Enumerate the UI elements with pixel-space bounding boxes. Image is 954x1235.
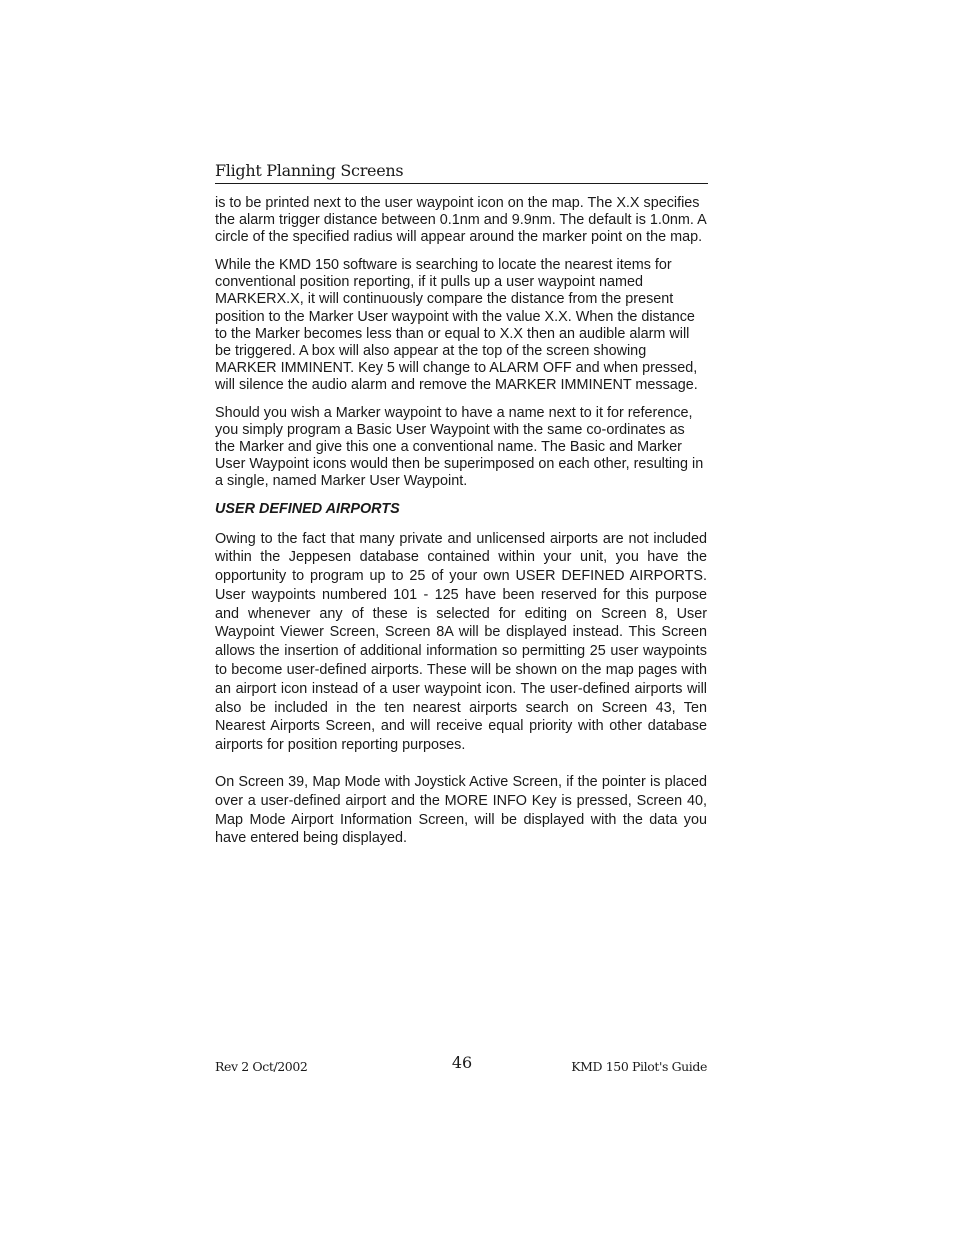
header-divider bbox=[215, 183, 708, 184]
body-paragraph-map-mode-info: On Screen 39, Map Mode with Joystick Active Screen, if the pointer is placed over a user-defined airport and the MORE INFO Key is pressed, Screen 40, Map Mode Airport Information Screen, will be displayed with the data you have entered being displayed. bbox=[215, 774, 707, 847]
body-paragraph-user-airports: Owing to the fact that many private and unlicensed airports are not included within the Jeppesen database contained within your unit, you have the opportunity to program up to 25 of your own USER DEFINED AIRPORTS. User waypoints numbered 101 - 125 have been reserved for this purpose and whenever any of these is selected for editing on Screen 8, User Waypoint Viewer Screen, Screen 8A will be displayed instead. This Screen allows the insertion of additional information so permitting 25 user waypoints to become user-defined airports. These will be shown on the map pages with an airport icon instead of a user waypoint icon. The user-defined airports will also be included in the ten nearest airports search on Screen 43, Ten Nearest Airports Screen, and will receive equal priority with other database airports for position reporting purposes. bbox=[215, 530, 707, 754]
body-paragraph-marker-distance: is to be printed next to the user waypoint icon on the map. The X.X specifies the alarm trigger distance between 0.1nm and 9.9nm. The default is 1.0nm. A circle of the specified radius will appear around the marker point on the map. bbox=[215, 195, 706, 246]
page-header-title: Flight Planning Screens bbox=[215, 161, 404, 180]
body-paragraph-marker-alarm: While the KMD 150 software is searching to locate the nearest items for conventional position reporting, if it pulls up a user waypoint named MARKERX.X, it will continuously compare the distance from the present position to the Marker User waypoint with the value X.X. When the distance to the Marker becomes less than or equal to X.X then an audible alarm will be triggered. A box will also appear at the top of the screen showing MARKER IMMINENT. Key 5 will change to ALARM OFF and when pressed, will silence the audio alarm and remove the MARKER IMMINENT message. bbox=[215, 257, 698, 393]
body-paragraph-marker-name: Should you wish a Marker waypoint to have a name next to it for reference, you simply program a Basic User Waypoint with the same co-ordinates as the Marker and give this one a conventional name. The Basic and Marker User Waypoint icons would then be superimposed on each other, resulting in a single, named Marker User Waypoint. bbox=[215, 405, 704, 490]
footer-revision: Rev 2 Oct/2002 bbox=[215, 1059, 308, 1074]
page-body bbox=[215, 195, 707, 848]
section-heading-user-defined-airports: USER DEFINED AIRPORTS bbox=[215, 500, 400, 517]
footer-guide-title: KMD 150 Pilot's Guide bbox=[571, 1059, 707, 1074]
footer-page-number: 46 bbox=[451, 1053, 473, 1072]
